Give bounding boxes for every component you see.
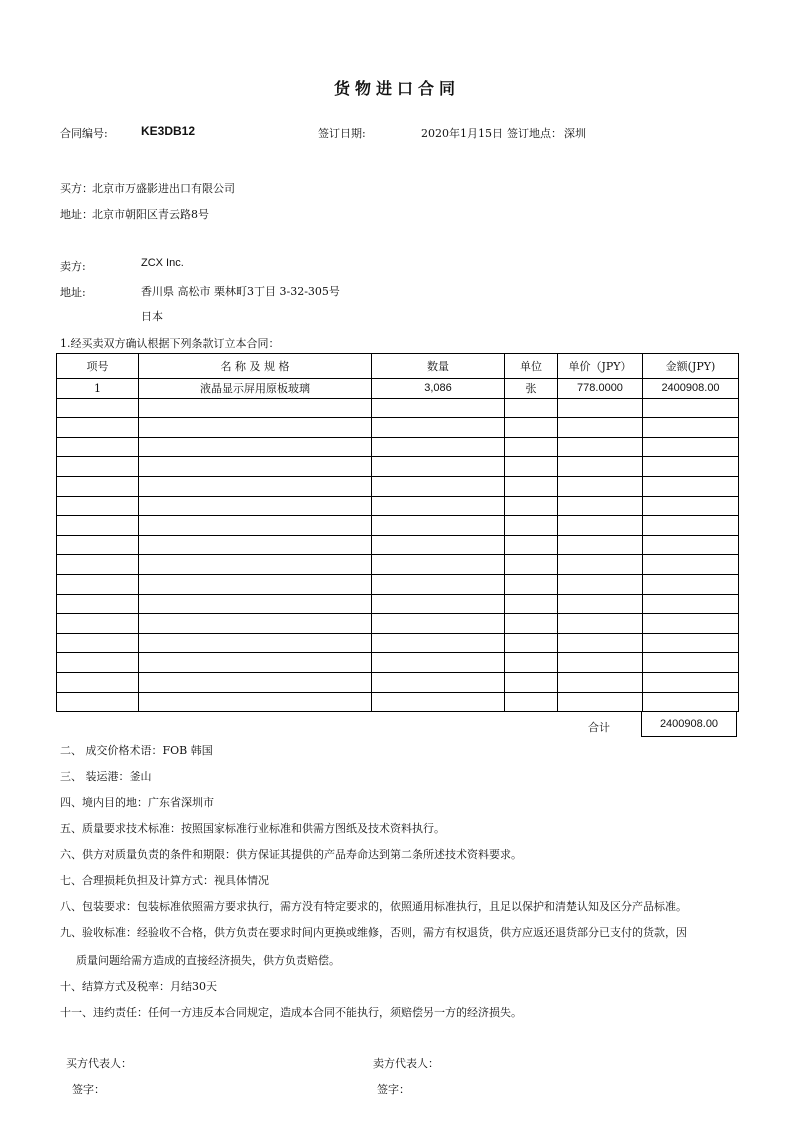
clause-6: 六、供方对质量负责的条件和期限：供方保证其提供的产品寿命达到第二条所述技术资料要求。 [60, 848, 522, 861]
table-cell-empty [558, 614, 643, 634]
items-table [56, 353, 739, 712]
table-cell-empty [57, 418, 139, 438]
table-cell-empty [372, 535, 505, 555]
seller-name: ZCX Inc. [141, 257, 184, 269]
cell-unit: 张 [505, 379, 558, 399]
seller-address-line2: 日本 [141, 310, 163, 323]
table-cell-empty [643, 516, 739, 536]
table-cell-empty [558, 633, 643, 653]
table-cell-empty [372, 594, 505, 614]
table-cell-empty [643, 418, 739, 438]
table-cell-empty [57, 535, 139, 555]
sign-place: 深圳 [564, 127, 586, 140]
table-cell-empty [505, 496, 558, 516]
seller-label: 卖方: [60, 260, 86, 273]
table-cell-empty [372, 692, 505, 712]
table-cell-empty [372, 574, 505, 594]
table-cell-empty [643, 614, 739, 634]
table-cell-empty [139, 476, 372, 496]
table-row-empty [57, 555, 739, 575]
table-cell-empty [57, 398, 139, 418]
table-cell-empty [139, 633, 372, 653]
table-cell-empty [505, 633, 558, 653]
table-cell-empty [643, 672, 739, 692]
table-cell-empty [57, 614, 139, 634]
table-cell-empty [643, 555, 739, 575]
table-cell-empty [558, 437, 643, 457]
table-cell-empty [139, 418, 372, 438]
table-cell-empty [57, 457, 139, 477]
table-cell-empty [558, 476, 643, 496]
table-cell-empty [505, 457, 558, 477]
table-cell-empty [558, 594, 643, 614]
table-row-empty [57, 672, 739, 692]
table-cell-empty [139, 535, 372, 555]
seller-address-line1: 香川県 高松市 栗林町3丁目 3-32-305号 [141, 285, 340, 298]
clause-5: 五、质量要求技术标准：按照国家标准行业标准和供需方图纸及技术资料执行。 [60, 822, 445, 835]
table-cell-empty [558, 516, 643, 536]
table-cell-empty [139, 437, 372, 457]
intro-text: 1.经买卖双方确认根据下列条款订立本合同： [60, 337, 280, 350]
table-cell-empty [139, 398, 372, 418]
sign-date-label: 签订日期: [318, 127, 366, 140]
table-row-empty [57, 614, 739, 634]
table-cell-empty [57, 476, 139, 496]
table-cell-empty [57, 633, 139, 653]
table-cell-empty [57, 516, 139, 536]
table-cell-empty [558, 653, 643, 673]
table-cell-empty [139, 653, 372, 673]
clause-8: 八、包装要求：包装标准依照需方要求执行，需方没有特定要求的，依照通用标准执行，且足以保护和清楚认知及区分产品标准。 [60, 900, 687, 913]
table-row [57, 379, 739, 399]
seller-rep-label: 卖方代表人： [373, 1057, 439, 1070]
cell-amount: 2400908.00 [643, 379, 739, 399]
table-row-empty [57, 594, 739, 614]
table-row-empty [57, 516, 739, 536]
table-cell-empty [558, 692, 643, 712]
table-cell-empty [505, 594, 558, 614]
table-cell-empty [505, 476, 558, 496]
table-row-empty [57, 476, 739, 496]
table-cell-empty [558, 574, 643, 594]
table-cell-empty [139, 457, 372, 477]
buyer-rep-label: 买方代表人： [66, 1057, 132, 1070]
table-row-empty [57, 398, 739, 418]
col-header-unit: 单位 [505, 354, 558, 379]
table-cell-empty [505, 437, 558, 457]
table-cell-empty [139, 672, 372, 692]
table-cell-empty [643, 653, 739, 673]
col-header-price: 单价（JPY） [558, 354, 643, 379]
sign-place-label: 签订地点： [507, 127, 562, 140]
table-cell-empty [643, 535, 739, 555]
table-cell-empty [139, 574, 372, 594]
table-cell-empty [558, 496, 643, 516]
table-cell-empty [558, 555, 643, 575]
col-header-amount: 金额(JPY) [643, 354, 739, 379]
clause-7: 七、合理损耗负担及计算方式：视具体情况 [60, 874, 269, 887]
table-cell-empty [139, 692, 372, 712]
table-cell-empty [372, 418, 505, 438]
table-cell-empty [643, 633, 739, 653]
page-title: 货物进口合同 [333, 79, 460, 98]
table-row-empty [57, 496, 739, 516]
buyer-sign-label: 签字： [72, 1083, 105, 1096]
clause-9-cont: 质量问题给需方造成的直接经济损失，供方负责赔偿。 [76, 954, 340, 967]
table-cell-empty [372, 653, 505, 673]
table-row-empty [57, 437, 739, 457]
table-cell-empty [643, 398, 739, 418]
table-cell-empty [372, 516, 505, 536]
buyer-address-label: 地址： [60, 208, 93, 221]
total-value: 2400908.00 [641, 712, 737, 737]
table-cell-empty [505, 535, 558, 555]
cell-price: 778.0000 [558, 379, 643, 399]
table-cell-empty [505, 692, 558, 712]
sign-date: 2020年1月15日 [421, 127, 503, 140]
table-cell-empty [643, 594, 739, 614]
table-row-empty [57, 574, 739, 594]
table-cell-empty [139, 516, 372, 536]
buyer-label: 买方： [60, 182, 93, 195]
table-cell-empty [139, 614, 372, 634]
table-cell-empty [558, 672, 643, 692]
table-cell-empty [372, 555, 505, 575]
clause-11: 十一、违约责任：任何一方违反本合同规定，造成本合同不能执行，须赔偿另一方的经济损失。 [60, 1006, 522, 1019]
table-cell-empty [57, 437, 139, 457]
table-row-empty [57, 535, 739, 555]
table-cell-empty [372, 398, 505, 418]
cell-no: 1 [57, 379, 139, 399]
total-label: 合计 [588, 721, 610, 734]
table-cell-empty [558, 398, 643, 418]
table-cell-empty [139, 594, 372, 614]
table-cell-empty [372, 437, 505, 457]
table-cell-empty [57, 672, 139, 692]
buyer-address: 北京市朝阳区青云路8号 [92, 208, 209, 221]
table-cell-empty [505, 418, 558, 438]
table-cell-empty [505, 555, 558, 575]
col-header-name: 名 称 及 规 格 [139, 354, 372, 379]
clause-4: 四、境内目的地：广东省深圳市 [60, 796, 214, 809]
table-cell-empty [505, 672, 558, 692]
contract-no: KE3DB12 [141, 124, 196, 138]
table-cell-empty [372, 672, 505, 692]
table-cell-empty [558, 418, 643, 438]
table-cell-empty [372, 614, 505, 634]
seller-sign-label: 签字： [377, 1083, 410, 1096]
table-cell-empty [57, 594, 139, 614]
table-cell-empty [372, 476, 505, 496]
table-row-empty [57, 633, 739, 653]
table-cell-empty [505, 653, 558, 673]
table-cell-empty [643, 437, 739, 457]
table-cell-empty [643, 476, 739, 496]
table-cell-empty [505, 574, 558, 594]
table-cell-empty [372, 457, 505, 477]
table-cell-empty [643, 574, 739, 594]
clause-3: 三、 装运港：釜山 [60, 770, 152, 783]
cell-qty: 3,086 [372, 379, 505, 399]
clause-2: 二、 成交价格术语：FOB 韩国 [60, 744, 213, 757]
table-cell-empty [57, 574, 139, 594]
col-header-no: 项号 [57, 354, 139, 379]
table-cell-empty [57, 496, 139, 516]
buyer-name: 北京市万盛影进出口有限公司 [92, 182, 235, 195]
table-row-empty [57, 653, 739, 673]
table-header-row [57, 354, 739, 379]
table-cell-empty [57, 653, 139, 673]
table-cell-empty [643, 457, 739, 477]
col-header-qty: 数量 [372, 354, 505, 379]
table-cell-empty [558, 457, 643, 477]
table-cell-empty [372, 496, 505, 516]
table-row-empty [57, 457, 739, 477]
table-cell-empty [57, 555, 139, 575]
seller-address-label: 地址: [60, 286, 86, 299]
table-row-empty [57, 692, 739, 712]
table-cell-empty [139, 496, 372, 516]
table-cell-empty [505, 398, 558, 418]
clause-9: 九、验收标准：经验收不合格，供方负责在要求时间内更换或维修，否则，需方有权退货，供方应返还退货部分已支付的货款，因 [60, 926, 687, 939]
table-cell-empty [57, 692, 139, 712]
table-cell-empty [558, 535, 643, 555]
table-cell-empty [643, 496, 739, 516]
table-row-empty [57, 418, 739, 438]
table-cell-empty [139, 555, 372, 575]
clause-10: 十、结算方式及税率：月结30天 [60, 980, 217, 993]
contract-no-label: 合同编号: [60, 127, 108, 140]
table-cell-empty [372, 633, 505, 653]
cell-name: 液晶显示屏用原板玻璃 [139, 379, 372, 399]
table-cell-empty [505, 614, 558, 634]
table-cell-empty [505, 516, 558, 536]
table-cell-empty [643, 692, 739, 712]
